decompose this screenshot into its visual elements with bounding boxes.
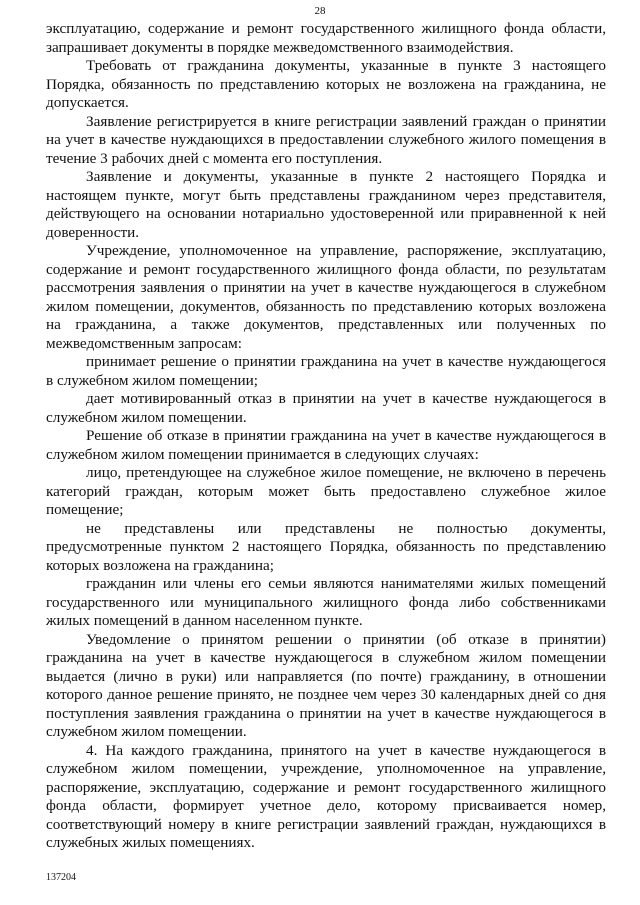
paragraph: Заявление и документы, указанные в пункте 2 настоящего Порядка и настоящем пункте, могут быть представлены гражданином через представителя, действующего на основании нотариально удостоверенной или приравненной к ней доверенности. bbox=[46, 168, 606, 241]
paragraph: дает мотивированный отказ в принятии на учет в качестве нуждающегося в служебном жилом помещении. bbox=[46, 390, 606, 426]
paragraph: гражданин или члены его семьи являются нанимателями жилых помещений государственного или муниципального жилищного фонда либо собственниками жилых помещений в данном населенном пункте. bbox=[46, 575, 606, 629]
paragraph: Заявление регистрируется в книге регистрации заявлений граждан о принятии на учет в качестве нуждающихся в предоставлении служебного жилого помещения в течение 3 рабочих дней с момента его поступления. bbox=[46, 112, 606, 167]
paragraph: Требовать от гражданина документы, указанные в пункте 3 настоящего Порядка, обязанность по представлению которых не возложена на гражданина, не допускается. bbox=[46, 57, 606, 111]
paragraph: принимает решение о принятии гражданина на учет в качестве нуждающегося в служебном жилом помещении; bbox=[46, 353, 606, 389]
document-body bbox=[46, 20, 606, 853]
paragraph: Учреждение, уполномоченное на управление, распоряжение, эксплуатацию, содержание и ремонт государственного жилищного фонда области, по результатам рассмотрения заявления о принятии на учет в качестве нуждающегося в служебном жилом помещении, документов, обязанность по представлению которых возложена на гражданина, а также документов, представленных или полученных по межведомственным запросам: bbox=[46, 242, 606, 352]
paragraph: Уведомление о принятом решении о принятии (об отказе в принятии) гражданина на учет в качестве нуждающегося в служебном жилом помещении выдается (лично в руки) или направляется (по почте) гражданину, в отношении которого данное решение принято, не позднее чем через 30 календарных дней со дня поступления заявления гражданина о принятии на учет в качестве нуждающегося в служебном жилом помещении. bbox=[46, 630, 606, 740]
document-code: 137204 bbox=[46, 872, 76, 883]
paragraph: лицо, претендующее на служебное жилое помещение, не включено в перечень категорий граждан, которым может быть предоставлено служебное жилое помещение; bbox=[46, 464, 606, 518]
paragraph: 4. На каждого гражданина, принятого на учет в качестве нуждающегося в служебном жилом помещении, учреждение, уполномоченное на управление, распоряжение, эксплуатацию, содержание и ремонт государственного жилищного фонда области, формирует учетное дело, которому присваивается номер, соответствующий номеру в книге регистрации заявлений граждан, нуждающихся в служебных жилых помещениях. bbox=[46, 741, 606, 851]
paragraph-continuation: эксплуатацию, содержание и ремонт государственного жилищного фонда области, запрашивает документы в порядке межведомственного взаимодействия. bbox=[46, 20, 606, 56]
paragraph: не представлены или представлены не полностью документы, предусмотренные пунктом 2 настоящего Порядка, обязанность по представлению которых возложена на гражданина; bbox=[46, 519, 606, 574]
page-number: 28 bbox=[314, 5, 326, 17]
paragraph: Решение об отказе в принятии гражданина на учет в качестве нуждающегося в служебном жилом помещении принимается в следующих случаях: bbox=[46, 427, 606, 463]
